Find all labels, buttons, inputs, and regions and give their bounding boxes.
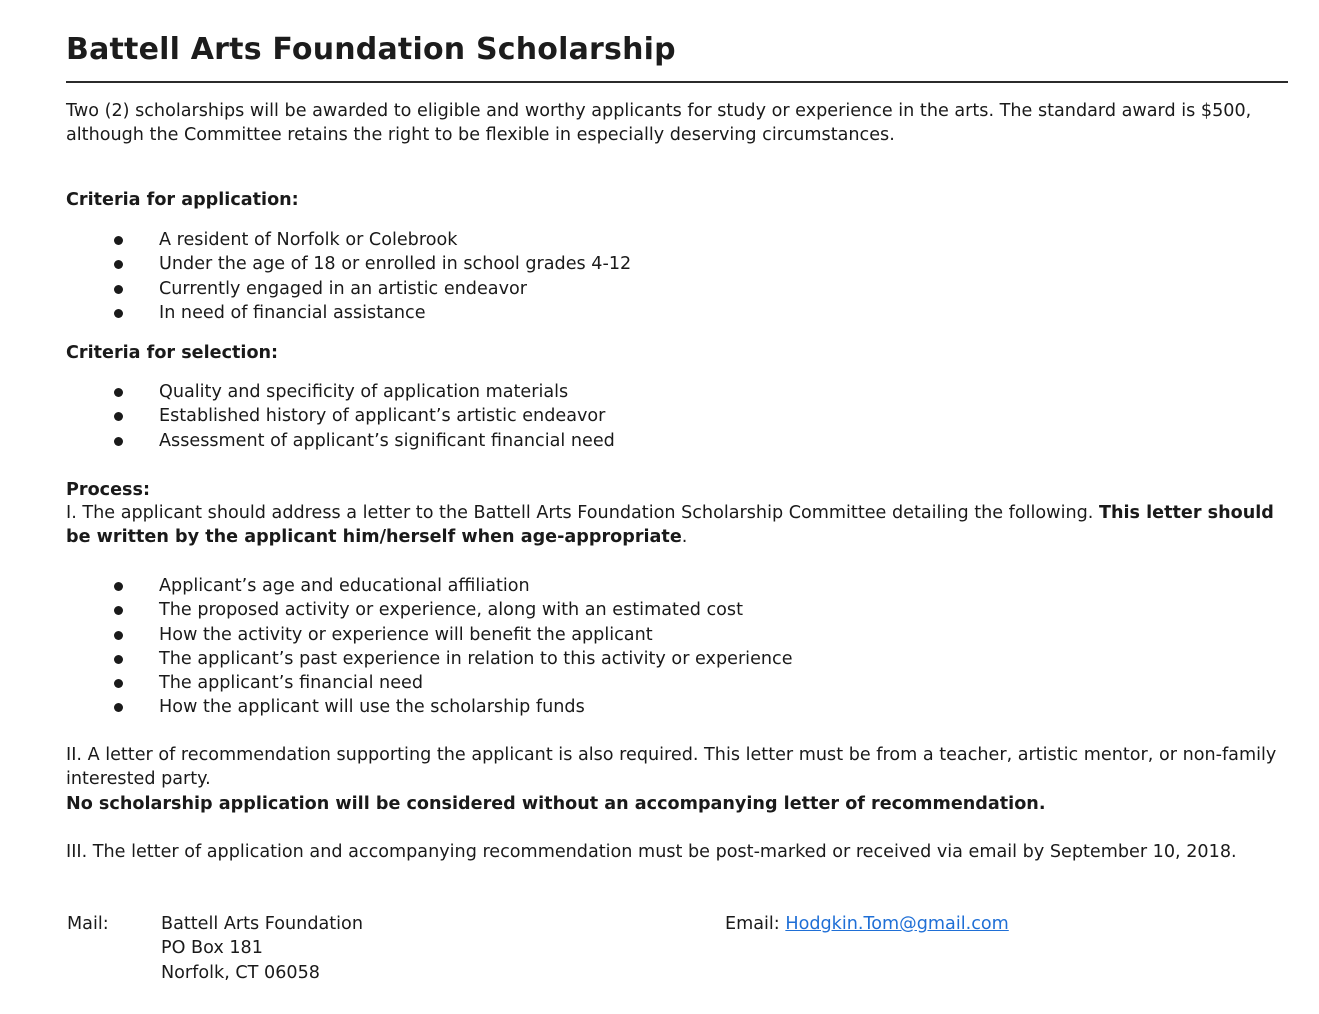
list-item: How the activity or experience will benefit the applicant (66, 623, 1266, 647)
process-step-1: I. The applicant should address a letter to the Battell Arts Foundation Scholarship Committee detailing the following. This letter should be written by the applicant him/herself when age-appropriate. (66, 503, 1274, 548)
title-divider (66, 81, 1288, 83)
list-item: Applicant’s age and educational affiliation (66, 574, 1266, 598)
list-item: How the applicant will use the scholarship funds (66, 695, 1266, 719)
bullet-icon (114, 655, 123, 664)
bullet-icon (114, 631, 123, 640)
intro-paragraph: Two (2) scholarships will be awarded to eligible and worthy applicants for study or experience in the arts. The standard award is $500, although the Committee retains the right to be flexible in especially deserving circumstances. (66, 101, 1252, 146)
bullet-icon (114, 412, 123, 421)
criteria-selection-heading: Criteria for selection: (66, 343, 279, 363)
process-step-2: II. A letter of recommendation supporting the applicant is also required. This letter must be from a teacher, artistic mentor, or non-family interested party. No scholarship application will be considered without an accompanying letter of recommendation. (66, 745, 1277, 814)
list-item: The applicant’s past experience in relation to this activity or experience (66, 647, 1266, 671)
process-details-list (66, 574, 1266, 720)
list-item: Assessment of applicant’s significant financial need (66, 429, 1266, 453)
email-label: Email: (725, 914, 786, 934)
criteria-application-list (66, 228, 1266, 325)
criteria-application-heading: Criteria for application: (66, 190, 299, 210)
list-item: In need of financial assistance (66, 301, 1266, 325)
bullet-icon (114, 388, 123, 397)
bullet-icon (114, 679, 123, 688)
criteria-selection-list (66, 380, 1266, 453)
list-item: The proposed activity or experience, along with an estimated cost (66, 598, 1266, 622)
bullet-icon (114, 309, 123, 318)
bullet-icon (114, 582, 123, 591)
address-line: Norfolk, CT 06058 (161, 962, 320, 983)
address-line: PO Box 181 (161, 938, 263, 959)
list-item: The applicant’s financial need (66, 671, 1266, 695)
mail-label: Mail: (67, 914, 109, 934)
process-heading: Process: (66, 480, 150, 500)
list-item: A resident of Norfolk or Colebrook (66, 228, 1266, 252)
bullet-icon (114, 437, 123, 446)
process-step-3: III. The letter of application and accompanying recommendation must be post-marked or received via email by September 10, 2018. (66, 842, 1237, 862)
list-item: Established history of applicant’s artistic endeavor (66, 404, 1266, 428)
email-link[interactable]: Hodgkin.Tom@gmail.com (785, 914, 1009, 934)
list-item: Currently engaged in an artistic endeavor (66, 277, 1266, 301)
email-contact (725, 912, 1009, 936)
list-item: Quality and specificity of application materials (66, 380, 1266, 404)
page-title: Battell Arts Foundation Scholarship (66, 32, 676, 67)
list-item: Under the age of 18 or enrolled in school grades 4-12 (66, 252, 1266, 276)
address-line: Battell Arts Foundation (161, 914, 363, 934)
mail-address-lines (161, 912, 363, 985)
bullet-icon (114, 606, 123, 615)
bullet-icon (114, 236, 123, 245)
bullet-icon (114, 260, 123, 269)
bullet-icon (114, 703, 123, 712)
bullet-icon (114, 285, 123, 294)
